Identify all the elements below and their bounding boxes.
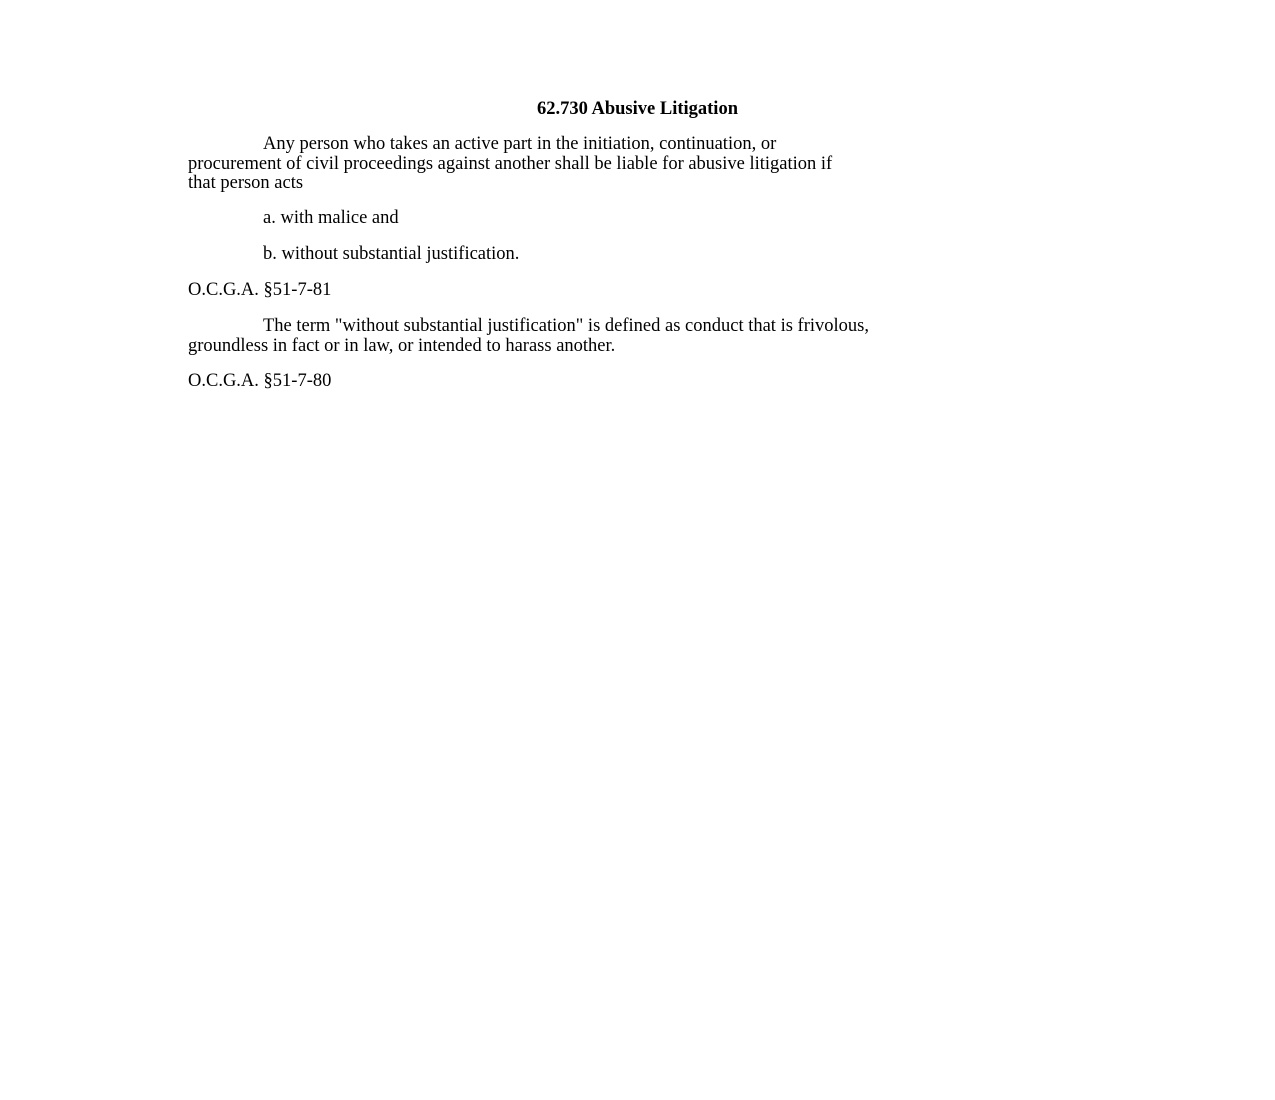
citation-51-7-81: O.C.G.A. §51-7-81 (188, 280, 332, 300)
list-item-b: b. without substantial justification. (263, 244, 520, 264)
paragraph-line: The term "without substantial justification" is defined as conduct that is frivolous, (263, 316, 869, 336)
paragraph-definition-justification (188, 317, 1098, 356)
section-title: 62.730 Abusive Litigation (537, 99, 738, 119)
citation-51-7-80: O.C.G.A. §51-7-80 (188, 371, 332, 391)
paragraph-line: that person acts (188, 173, 304, 193)
paragraph-definition-liability (188, 135, 1098, 194)
paragraph-line: groundless in fact or in law, or intended to harass another. (188, 335, 616, 356)
paragraph-line: procurement of civil proceedings against another shall be liable for abusive litigation if (188, 153, 833, 174)
list-item-a: a. with malice and (263, 208, 399, 228)
paragraph-line: Any person who takes an active part in the initiation, continuation, or (263, 134, 777, 154)
